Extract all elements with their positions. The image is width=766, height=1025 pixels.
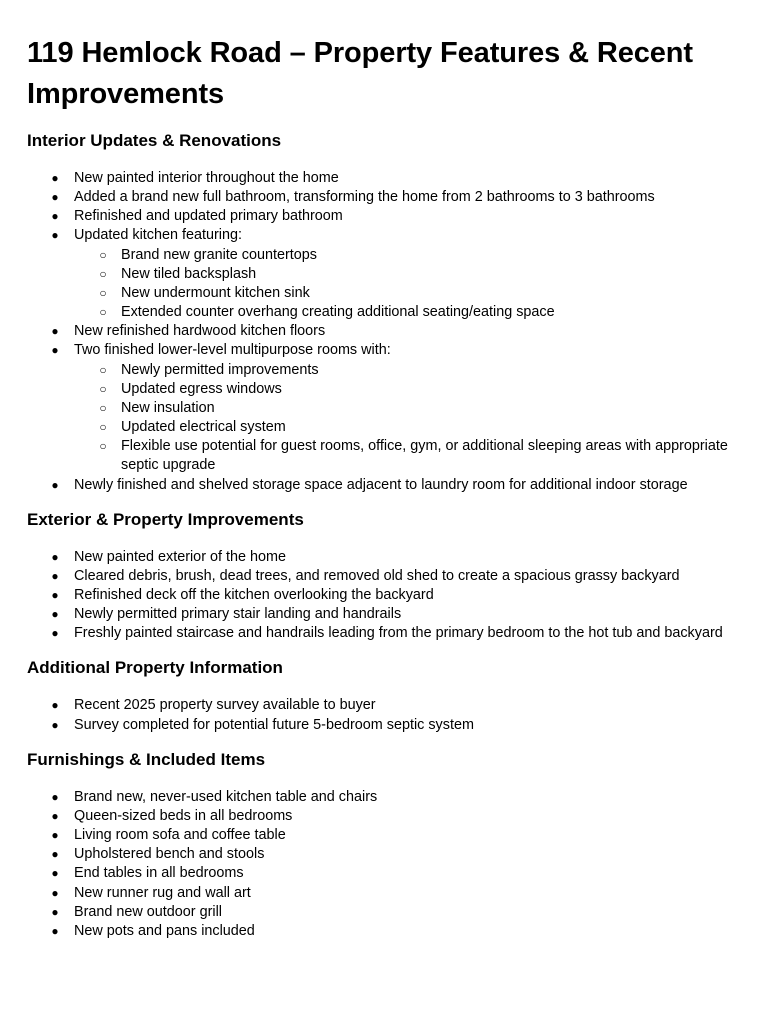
sub-list-item — [74, 418, 742, 437]
list-item — [27, 207, 742, 226]
bullet-icon: ● — [51, 549, 59, 564]
list-item-text: Freshly painted staircase and handrails leading from the primary bedroom to the hot tub and backyard — [74, 625, 723, 642]
hollow-bullet-icon: ○ — [99, 381, 107, 396]
list-item — [27, 226, 742, 322]
list-item — [27, 807, 742, 826]
list-item-text: Queen-sized beds in all bedrooms — [74, 807, 293, 824]
list-item-text: Brand new outdoor grill — [74, 903, 222, 920]
bullet-icon: ● — [51, 828, 59, 843]
bullet-icon: ● — [51, 190, 59, 205]
sub-list-item-text: Brand new granite countertops — [121, 246, 317, 263]
sub-bullet-list — [74, 361, 742, 476]
list-item — [27, 322, 742, 341]
list-item-text: Living room sofa and coffee table — [74, 827, 286, 844]
sub-list-item-text: Updated egress windows — [121, 380, 282, 397]
list-item — [27, 716, 742, 735]
list-item — [27, 341, 742, 475]
bullet-icon: ● — [51, 228, 59, 243]
sub-list-item — [74, 303, 742, 322]
sub-list-item — [74, 284, 742, 303]
bullet-icon: ● — [51, 808, 59, 823]
list-item — [27, 567, 742, 586]
list-item — [27, 624, 742, 643]
list-item-text: New painted interior throughout the home — [74, 170, 339, 186]
list-item — [27, 696, 742, 715]
list-item-text: New painted exterior of the home — [74, 548, 286, 565]
section — [27, 750, 742, 941]
sub-list-item-text: Newly permitted improvements — [121, 361, 319, 378]
sub-bullet-list — [74, 246, 742, 323]
bullet-icon: ● — [51, 568, 59, 583]
list-item-text: Newly permitted primary stair landing and handrails — [74, 606, 402, 623]
section-heading: Additional Property Information — [27, 658, 283, 678]
bullet-icon: ● — [51, 885, 59, 900]
hollow-bullet-icon: ○ — [99, 400, 107, 415]
bullet-icon: ● — [51, 607, 59, 622]
bullet-list — [27, 169, 742, 495]
bullet-list — [27, 548, 742, 644]
bullet-icon: ● — [51, 904, 59, 919]
bullet-icon: ● — [51, 477, 59, 492]
list-item — [27, 548, 742, 567]
list-item-text: New runner rug and wall art — [74, 884, 251, 901]
sub-list-item-text: New tiled backsplash — [121, 265, 257, 282]
list-item-text: Cleared debris, brush, dead trees, and removed old shed to create a spacious grassy backyard — [74, 567, 680, 584]
bullet-icon: ● — [51, 847, 59, 862]
list-item-text: New refinished hardwood kitchen floors — [74, 323, 326, 340]
list-item — [27, 826, 742, 845]
list-item-text: Two finished lower-level multipurpose rooms with: — [74, 342, 391, 359]
document-page — [27, 33, 742, 956]
sections-container — [27, 131, 742, 941]
bullet-icon: ● — [51, 717, 59, 732]
list-item-text: Newly finished and shelved storage space adjacent to laundry room for additional indoor storage — [74, 476, 688, 493]
section — [27, 131, 742, 495]
sub-list-item-text: New undermount kitchen sink — [121, 284, 310, 301]
list-item — [27, 788, 742, 807]
sub-list-item-text: Flexible use potential for guest rooms, office, gym, or additional sleeping areas with appropriate septic upgrade — [121, 438, 728, 474]
bullet-icon: ● — [51, 587, 59, 602]
list-item-text: End tables in all bedrooms — [74, 865, 244, 882]
hollow-bullet-icon: ○ — [99, 420, 107, 435]
bullet-icon: ● — [51, 324, 59, 339]
list-item-text: Survey completed for potential future 5-bedroom septic system — [74, 716, 474, 733]
list-item — [27, 169, 742, 188]
sub-list-item — [74, 246, 742, 265]
hollow-bullet-icon: ○ — [99, 247, 107, 262]
hollow-bullet-icon: ○ — [99, 362, 107, 377]
bullet-icon: ● — [51, 626, 59, 641]
list-item — [27, 884, 742, 903]
list-item-text: Added a brand new full bathroom, transforming the home from 2 bathrooms to 3 bathrooms — [74, 189, 655, 206]
list-item-text: Brand new, never-used kitchen table and chairs — [74, 788, 378, 805]
sub-list-item — [74, 380, 742, 399]
bullet-icon: ● — [51, 789, 59, 804]
list-item — [27, 605, 742, 624]
list-item-text: Recent 2025 property survey available to buyer — [74, 697, 376, 714]
list-item — [27, 845, 742, 864]
bullet-icon: ● — [51, 866, 59, 881]
hollow-bullet-icon: ○ — [99, 266, 107, 281]
bullet-icon: ● — [51, 923, 59, 938]
bullet-icon: ● — [51, 698, 59, 713]
list-item — [27, 586, 742, 605]
sub-list-item — [74, 437, 742, 475]
list-item — [27, 188, 742, 207]
hollow-bullet-icon: ○ — [99, 285, 107, 300]
hollow-bullet-icon: ○ — [99, 305, 107, 320]
sub-list-item-text: Extended counter overhang creating additional seating/eating space — [121, 304, 555, 321]
list-item-text: Upholstered bench and stools — [74, 846, 265, 863]
sub-list-item — [74, 361, 742, 380]
sub-list-item-text: Updated electrical system — [121, 419, 286, 436]
document-title: 119 Hemlock Road – Property Features & Recent Improvements — [27, 37, 693, 110]
bullet-icon: ● — [51, 343, 59, 358]
list-item-text: New pots and pans included — [74, 922, 255, 939]
section-heading: Furnishings & Included Items — [27, 749, 266, 769]
bullet-icon: ● — [51, 209, 59, 224]
bullet-list — [27, 788, 742, 941]
hollow-bullet-icon: ○ — [99, 439, 107, 454]
bullet-list — [27, 696, 742, 734]
list-item — [27, 864, 742, 883]
list-item-text: Updated kitchen featuring: — [74, 227, 243, 244]
sub-list-item — [74, 265, 742, 284]
section — [27, 658, 742, 734]
list-item-text: Refinished deck off the kitchen overlooking the backyard — [74, 586, 434, 603]
list-item-text: Refinished and updated primary bathroom — [74, 208, 343, 225]
section — [27, 510, 742, 644]
list-item — [27, 903, 742, 922]
list-item — [27, 922, 742, 941]
section-heading: Exterior & Property Improvements — [27, 509, 304, 529]
sub-list-item — [74, 399, 742, 418]
sub-list-item-text: New insulation — [121, 399, 215, 416]
list-item — [27, 476, 742, 495]
section-heading: Interior Updates & Renovations — [27, 131, 282, 150]
bullet-icon: ● — [51, 171, 59, 185]
